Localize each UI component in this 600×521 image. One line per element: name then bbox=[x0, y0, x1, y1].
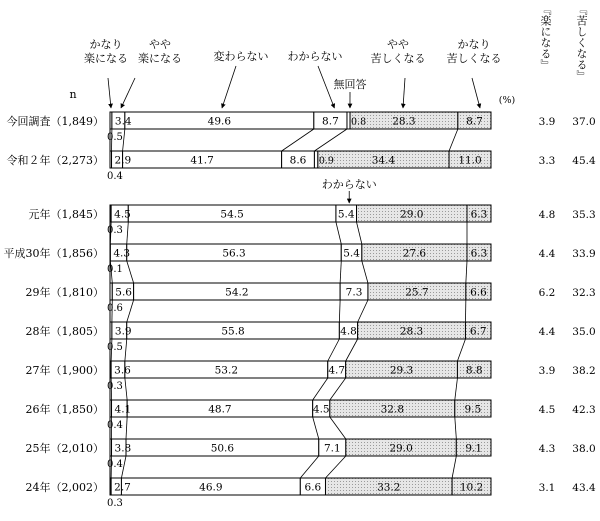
row-label: 25年（2,010） bbox=[25, 442, 104, 455]
data-label-no-answer: 0.9 bbox=[318, 155, 334, 167]
data-label-very-hard: 11.0 bbox=[458, 154, 482, 167]
n-label: n bbox=[69, 88, 77, 101]
connector-line bbox=[126, 417, 127, 439]
data-label-very-easy: 0.4 bbox=[107, 459, 123, 470]
data-label-somewhat-easy: 3.9 bbox=[114, 325, 132, 338]
row-label: 平成30年（1,856） bbox=[3, 247, 104, 260]
header-somewhat-hard: 苦しくなる bbox=[370, 52, 426, 65]
connector-line bbox=[127, 261, 134, 283]
data-label-very-easy: 0.4 bbox=[107, 420, 123, 431]
data-label-somewhat-easy: 3.8 bbox=[114, 442, 132, 455]
connector-line bbox=[449, 129, 458, 151]
data-label-very-easy: 0.3 bbox=[107, 381, 123, 392]
connector-line bbox=[362, 261, 368, 283]
connector-line bbox=[330, 417, 346, 439]
header-no-answer: 無回答 bbox=[333, 78, 367, 91]
data-label-unchanged: 56.3 bbox=[222, 247, 246, 260]
easy-total-value: 3.9 bbox=[538, 365, 556, 377]
data-label-no-answer: 0.8 bbox=[351, 116, 367, 128]
data-label-dont-know: 5.4 bbox=[343, 247, 360, 260]
header-arrow bbox=[222, 66, 236, 108]
hard-total-value: 37.0 bbox=[572, 116, 596, 128]
header-hard-total: 『苦しくなる』 bbox=[575, 4, 588, 81]
connector-line bbox=[452, 456, 456, 478]
data-label-somewhat-hard: 29.3 bbox=[389, 364, 414, 377]
data-label-dont-know: 6.6 bbox=[304, 481, 322, 494]
row-label: 令和２年（2,273） bbox=[6, 154, 104, 167]
hard-total-value: 35.3 bbox=[572, 209, 596, 221]
header-very-hard: 苦しくなる bbox=[446, 52, 502, 65]
data-label-very-easy: 0.6 bbox=[107, 303, 123, 314]
connector-line bbox=[455, 417, 457, 439]
easy-total-value: 6.2 bbox=[538, 287, 556, 299]
data-label-very-hard: 8.7 bbox=[466, 115, 483, 128]
row-label: 28年（1,805） bbox=[25, 325, 104, 338]
connector-line bbox=[340, 261, 341, 283]
data-label-somewhat-hard: 27.6 bbox=[402, 247, 427, 260]
connector-line bbox=[314, 129, 347, 151]
easy-total-value: 4.4 bbox=[538, 326, 556, 338]
unit-label: (%) bbox=[498, 95, 516, 106]
data-label-somewhat-hard: 28.3 bbox=[399, 325, 424, 338]
connector-line bbox=[300, 456, 318, 478]
connector-line bbox=[123, 129, 125, 151]
hard-total-value: 42.3 bbox=[572, 404, 596, 416]
hard-total-value: 45.4 bbox=[572, 155, 596, 167]
connector-line bbox=[313, 417, 319, 439]
connector-line bbox=[125, 378, 127, 400]
data-label-dont-know: 8.6 bbox=[289, 154, 307, 167]
data-label-dont-know: 8.7 bbox=[322, 115, 339, 128]
connector-line bbox=[325, 456, 345, 478]
connector-line bbox=[358, 300, 368, 322]
data-label-dont-know: 4.8 bbox=[340, 325, 357, 338]
data-label-somewhat-easy: 4.3 bbox=[113, 247, 131, 260]
data-label-somewhat-easy: 2.7 bbox=[114, 481, 131, 494]
hard-total-value: 38.0 bbox=[572, 443, 596, 455]
data-label-very-hard: 6.3 bbox=[470, 247, 488, 260]
connector-line bbox=[330, 378, 346, 400]
easy-total-value: 3.3 bbox=[538, 155, 556, 167]
data-label-very-hard: 6.7 bbox=[469, 325, 487, 338]
header-arrow bbox=[403, 78, 405, 108]
data-label-somewhat-hard: 33.2 bbox=[377, 481, 401, 494]
row-label: 今回調査（1,849） bbox=[6, 115, 104, 128]
data-label-very-easy: 0.3 bbox=[107, 498, 123, 509]
mid-header-dont-know: わからない bbox=[321, 178, 377, 191]
header-somewhat-easy: やや bbox=[149, 38, 171, 51]
header-dont-know: わからない bbox=[287, 50, 343, 63]
easy-total-value: 3.1 bbox=[538, 482, 556, 494]
connector-line bbox=[466, 261, 467, 283]
data-label-unchanged: 55.8 bbox=[221, 325, 245, 338]
data-label-very-easy: 0.1 bbox=[107, 264, 123, 275]
header-easy-total: 『楽になる』 bbox=[539, 4, 552, 70]
bar-segment-no-answer bbox=[314, 151, 317, 168]
data-label-somewhat-hard: 25.7 bbox=[405, 286, 429, 299]
data-label-unchanged: 46.9 bbox=[199, 481, 223, 494]
data-label-very-hard: 9.5 bbox=[464, 403, 482, 416]
data-label-somewhat-hard: 32.8 bbox=[380, 403, 405, 416]
data-label-dont-know: 4.7 bbox=[328, 364, 346, 377]
data-label-very-hard: 6.3 bbox=[470, 208, 488, 221]
data-label-very-easy: 0.3 bbox=[107, 225, 123, 236]
data-label-somewhat-hard: 29.0 bbox=[400, 208, 424, 221]
header-arrow bbox=[108, 78, 111, 108]
data-label-dont-know: 7.3 bbox=[345, 286, 363, 299]
connector-line bbox=[336, 222, 341, 244]
row-label: 元年（1,845） bbox=[28, 208, 104, 221]
data-label-very-easy: 0.4 bbox=[107, 171, 123, 182]
hard-total-value: 38.2 bbox=[572, 365, 596, 377]
easy-total-value: 4.3 bbox=[538, 443, 556, 455]
header-somewhat-easy: 楽になる bbox=[138, 52, 182, 65]
data-label-unchanged: 50.6 bbox=[210, 442, 235, 455]
data-label-somewhat-easy: 3.4 bbox=[114, 115, 132, 128]
connector-line bbox=[455, 378, 458, 400]
data-label-very-easy: 0.5 bbox=[107, 342, 123, 353]
header-arrow bbox=[318, 66, 334, 108]
data-label-very-hard: 10.2 bbox=[459, 481, 484, 494]
connector-line bbox=[346, 339, 358, 361]
row-label: 27年（1,900） bbox=[25, 364, 104, 377]
data-label-unchanged: 48.7 bbox=[208, 403, 232, 416]
data-label-unchanged: 54.2 bbox=[225, 286, 249, 299]
header-unchanged: 変わらない bbox=[213, 50, 269, 63]
header-very-easy: かなり bbox=[89, 38, 123, 51]
hard-total-value: 35.0 bbox=[572, 326, 596, 338]
connector-line bbox=[282, 129, 314, 151]
easy-total-value: 3.9 bbox=[538, 116, 556, 128]
data-label-unchanged: 54.5 bbox=[220, 208, 244, 221]
easy-total-value: 4.8 bbox=[538, 209, 556, 221]
data-label-somewhat-easy: 5.6 bbox=[115, 286, 132, 299]
data-label-very-hard: 8.8 bbox=[465, 364, 483, 377]
data-label-somewhat-hard: 29.0 bbox=[389, 442, 413, 455]
row-label: 26年（1,850） bbox=[25, 403, 104, 416]
header-very-easy: 楽になる bbox=[84, 52, 128, 65]
data-label-very-hard: 9.1 bbox=[465, 442, 483, 455]
header-arrow bbox=[121, 78, 135, 108]
connector-line bbox=[328, 339, 340, 361]
data-label-somewhat-hard: 28.3 bbox=[392, 115, 416, 128]
data-label-dont-know: 7.1 bbox=[323, 442, 341, 455]
connector-line bbox=[457, 339, 465, 361]
connector-line bbox=[357, 222, 362, 244]
easy-total-value: 4.4 bbox=[538, 248, 556, 260]
header-very-hard: かなり bbox=[457, 38, 491, 51]
row-label: 24年（2,002） bbox=[25, 481, 104, 494]
data-label-unchanged: 41.7 bbox=[190, 154, 214, 167]
connector-line bbox=[339, 300, 340, 322]
connector-line bbox=[125, 339, 127, 361]
data-label-somewhat-easy: 2.9 bbox=[114, 154, 132, 167]
data-label-somewhat-easy: 4.1 bbox=[114, 403, 132, 416]
connector-line bbox=[313, 378, 328, 400]
data-label-unchanged: 53.2 bbox=[214, 364, 239, 377]
data-label-dont-know: 5.4 bbox=[337, 208, 355, 221]
data-label-somewhat-hard: 34.4 bbox=[371, 154, 396, 167]
header-arrow bbox=[472, 78, 480, 108]
hard-total-value: 43.4 bbox=[572, 482, 596, 494]
row-label: 29年（1,810） bbox=[25, 286, 104, 299]
data-label-very-hard: 6.6 bbox=[470, 286, 487, 299]
data-label-somewhat-easy: 4.5 bbox=[114, 208, 131, 221]
data-label-dont-know: 4.5 bbox=[312, 403, 330, 416]
data-label-unchanged: 49.6 bbox=[207, 115, 232, 128]
connector-line bbox=[127, 222, 129, 244]
data-label-very-easy: 0.5 bbox=[107, 132, 123, 143]
hard-total-value: 33.9 bbox=[572, 248, 596, 260]
header-somewhat-hard: やや bbox=[387, 38, 409, 51]
data-label-somewhat-easy: 3.6 bbox=[114, 364, 131, 377]
connector-line bbox=[127, 300, 134, 322]
easy-total-value: 4.5 bbox=[538, 404, 556, 416]
hard-total-value: 32.3 bbox=[572, 287, 596, 299]
